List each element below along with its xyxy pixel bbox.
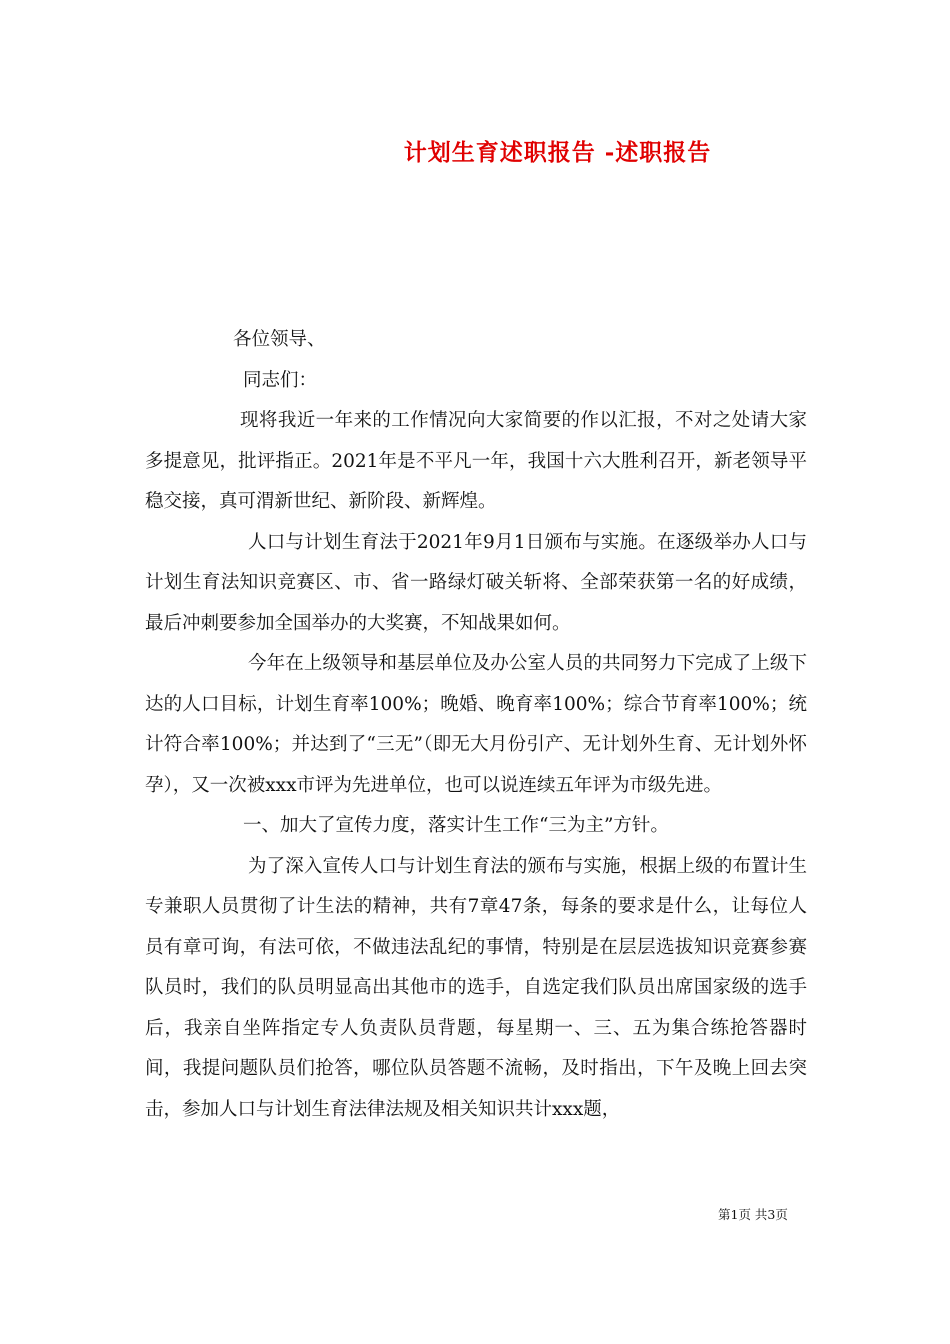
- greeting-line-2: 同志们：: [243, 369, 318, 391]
- document-title: 计划生育述职报告 -述职报告: [403, 139, 712, 166]
- greeting-line-1: 各位领导、: [233, 329, 326, 350]
- paragraph-intro: 现将我近一年来的工作情况向大家简要的作以汇报，不对之处请大家多提意见，批评指正。2021年是不平凡一年，我国十六大胜利召开，新老领导平稳交接，真可渭新世纪、新阶段、新辉煌。: [145, 410, 807, 512]
- paragraph-targets: 今年在上级领导和基层单位及办公室人员的共同努力下完成了上级下达的人口目标，计划生育率100%；晚婚、晚育率100%；综合节育率100%；统计符合率100%；并达到了“三无”（即无大月份引产、无计划外生育、无计划外怀孕），又一次被xxx市评为先进单位，也可以说连续五年评为市级先进。: [145, 653, 807, 796]
- section-heading: 一、加大了宣传力度，落实计生工作“三为主”方针。: [243, 815, 669, 836]
- page-footer: 第1页 共3页: [718, 1207, 788, 1222]
- section-paragraph: 为了深入宣传人口与计划生育法的颁布与实施，根据上级的布置计生专兼职人员贯彻了计生法的精神，共有7章47条，每条的要求是什么，让每位人员有章可询，有法可依，不做违法乱纪的事情，特别是在层层选拔知识竞赛参赛队员时，我们的队员明显高出其他市的选手，自选定我们队员出席国家级的选手后，我亲自坐阵指定专人负责队员背题，每星期一、三、五为集合练抢答器时间，我提问题队员们抢答，哪位队员答题不流畅，及时指出，下午及晚上回去突击，参加人口与计划生育法律法规及相关知识共计xxx题，: [145, 855, 807, 1120]
- paragraph-law: 人口与计划生育法于2021年9月1日颁布与实施。在逐级举办人口与计划生育法知识竞赛区、市、省一路绿灯破关斩将、全部荣获第一名的好成绩，最后冲刺要参加全国举办的大奖赛，不知战果如何。: [145, 531, 807, 634]
- document-body: [145, 320, 807, 1130]
